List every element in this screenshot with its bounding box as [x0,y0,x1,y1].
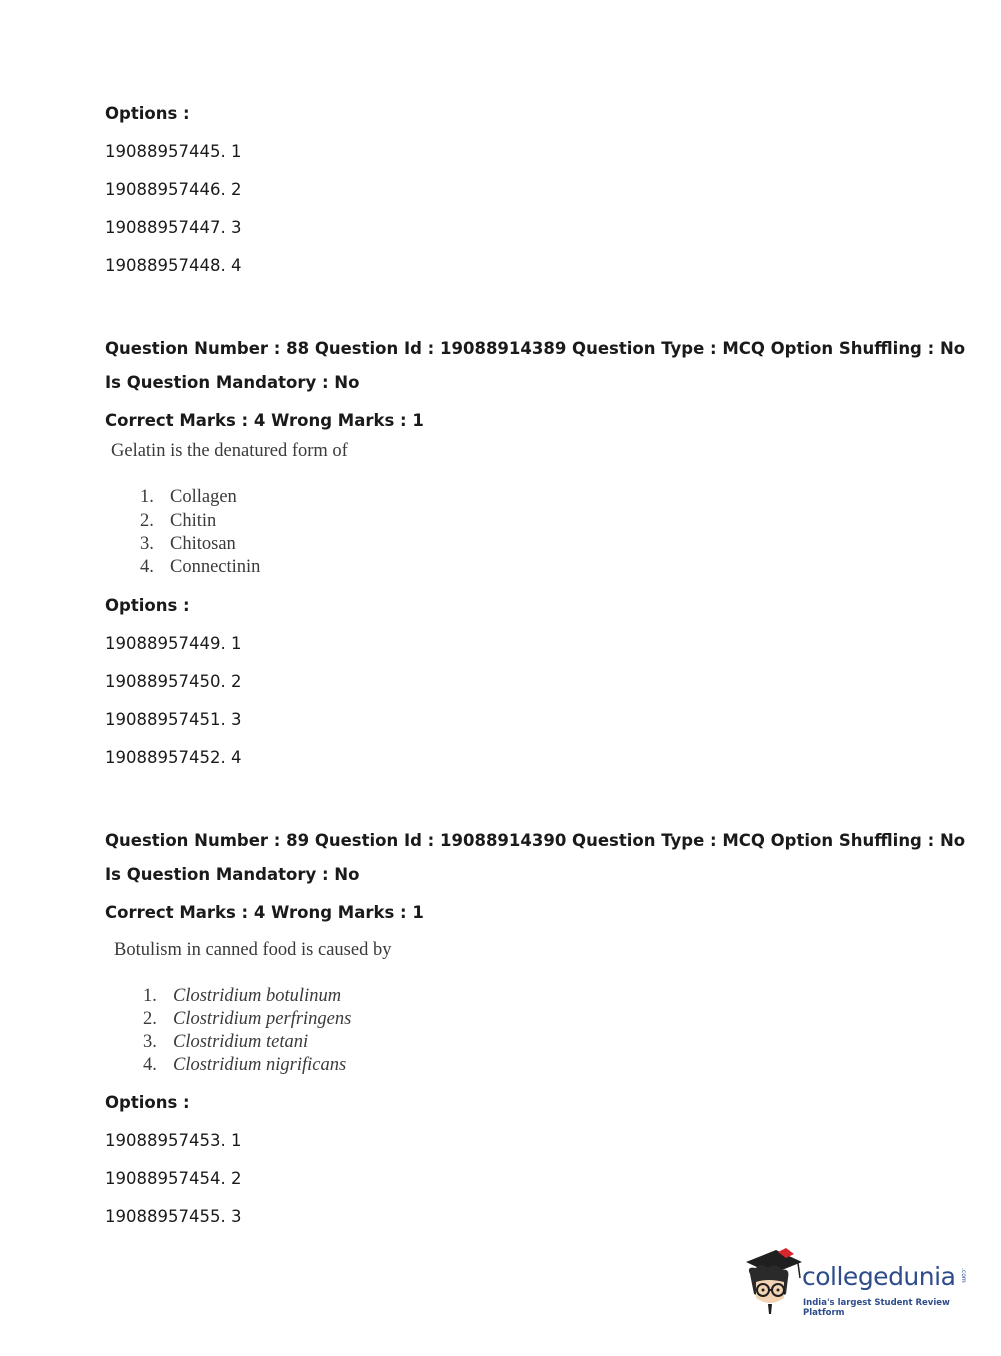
choice-number: 3. [140,534,154,554]
choice-number: 2. [140,511,154,531]
choice-number: 3. [143,1032,157,1052]
options-heading: Options : [105,1093,190,1112]
choice-item [140,487,237,508]
logo-wordmark: collegedunia [802,1262,956,1291]
choice-item [143,1032,308,1053]
choice-text: Chitin [170,511,217,531]
option-line: 19088957446. 2 [105,180,242,199]
choice-text: Chitosan [170,534,236,554]
choice-number: 1. [143,986,157,1006]
option-line: 19088957452. 4 [105,748,242,767]
option-line: 19088957448. 4 [105,256,242,275]
choice-text: Clostridium nigrificans [173,1055,347,1075]
question-header: Question Number : 89 Question Id : 19088914390 Question Type : MCQ Option Shuffling : No [105,831,966,850]
choice-number: 4. [140,557,154,577]
student-mascot-icon [742,1248,804,1318]
options-heading: Options : [105,104,190,123]
option-line: 19088957445. 1 [105,142,242,161]
question-marks: Correct Marks : 4 Wrong Marks : 1 [105,903,424,922]
option-line: 19088957450. 2 [105,672,242,691]
choice-item [143,986,341,1007]
choice-item [140,511,216,532]
options-heading: Options : [105,596,190,615]
choice-item [140,557,260,578]
option-line: 19088957453. 1 [105,1131,242,1150]
choice-text: Collagen [170,487,237,507]
choice-text: Clostridium botulinum [173,986,342,1006]
choice-number: 1. [140,487,154,507]
question-marks: Correct Marks : 4 Wrong Marks : 1 [105,411,424,430]
choice-number: 2. [143,1009,157,1029]
choice-item [140,534,236,555]
choice-text: Clostridium tetani [173,1032,309,1052]
question-text: Botulism in canned food is caused by [114,940,392,960]
choice-item [143,1055,346,1076]
logo-domain-suffix: .com [960,1268,967,1283]
option-line: 19088957451. 3 [105,710,242,729]
choice-text: Clostridium perfringens [173,1009,352,1029]
logo-tagline: India's largest Student Review Platform [803,1298,950,1318]
option-line: 19088957454. 2 [105,1169,242,1188]
choice-item [143,1009,351,1030]
option-line: 19088957447. 3 [105,218,242,237]
collegedunia-logo [742,1248,972,1318]
question-mandatory: Is Question Mandatory : No [105,373,360,392]
choice-number: 4. [143,1055,157,1075]
question-text: Gelatin is the denatured form of [111,441,348,461]
option-line: 19088957449. 1 [105,634,242,653]
choice-text: Connectinin [170,557,261,577]
option-line: 19088957455. 3 [105,1207,242,1226]
question-header: Question Number : 88 Question Id : 19088914389 Question Type : MCQ Option Shuffling : No [105,339,966,358]
question-mandatory: Is Question Mandatory : No [105,865,360,884]
